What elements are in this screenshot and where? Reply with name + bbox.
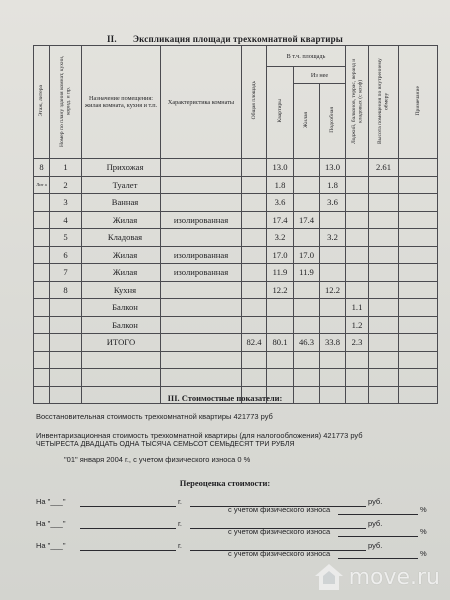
cell-char — [161, 194, 242, 212]
cell-loggia: 1.2 — [346, 316, 369, 334]
cell-note — [399, 299, 438, 317]
recalc-wear-label: с учетом физического износа — [228, 527, 331, 536]
cell-height — [369, 246, 399, 264]
cost-title: III. Стоимостные показатели: — [167, 393, 283, 403]
cell-name — [82, 369, 161, 387]
cell-living — [294, 194, 320, 212]
cell-height — [369, 211, 399, 229]
cell-aux: 3.6 — [320, 194, 346, 212]
cell-name: Кладовая — [82, 229, 161, 247]
cell-loggia: 1.1 — [346, 299, 369, 317]
cell-living — [294, 369, 320, 387]
recalc-wear-line — [338, 558, 418, 559]
cell-apt: 11.9 — [267, 264, 294, 282]
cell-note — [399, 264, 438, 282]
recalc-year-label: г. — [178, 497, 182, 506]
recalc-date-line — [80, 506, 176, 507]
table-row — [34, 334, 438, 352]
cell-name: Жилая — [82, 264, 161, 282]
inventory-cost: Инвентаризационная стоимость трехкомнатной квартиры (для налогообложения) 421773 руб — [36, 431, 363, 440]
cell-height — [369, 281, 399, 299]
header-purpose: Назначение помещения: жилая комната, кухня и т.п. — [82, 46, 161, 159]
cell-total — [242, 281, 267, 299]
cell-loggia — [346, 246, 369, 264]
cell-aux — [320, 264, 346, 282]
recalc-wear-label: с учетом физического износа — [228, 549, 331, 558]
cell-name: ИТОГО — [82, 334, 161, 352]
cell-name: Кухня — [82, 281, 161, 299]
cell-floor — [34, 194, 50, 212]
cell-char — [161, 351, 242, 369]
cell-aux — [320, 299, 346, 317]
cell-num — [50, 316, 82, 334]
recalc-year-label: г. — [178, 519, 182, 528]
house-icon — [313, 562, 345, 592]
cell-aux — [320, 351, 346, 369]
cell-aux: 12.2 — [320, 281, 346, 299]
cell-floor: Лит а — [34, 176, 50, 194]
table-row — [34, 246, 438, 264]
cell-loggia — [346, 211, 369, 229]
cell-height — [369, 369, 399, 387]
cell-total: 82.4 — [242, 334, 267, 352]
cell-note — [399, 176, 438, 194]
cell-note — [399, 194, 438, 212]
cell-height — [369, 299, 399, 317]
cell-num: 5 — [50, 229, 82, 247]
cell-name: Жилая — [82, 246, 161, 264]
header-living: Жилая — [294, 84, 320, 159]
cell-loggia — [346, 369, 369, 387]
cell-note — [399, 281, 438, 299]
cell-name: Туалет — [82, 176, 161, 194]
header-loggias: Лоджий, балконов, террас, веранд и кладовых (с коэф) — [346, 46, 369, 159]
cell-name: Балкон — [82, 316, 161, 334]
cell-note — [399, 246, 438, 264]
cell-floor — [34, 229, 50, 247]
cell-note — [399, 159, 438, 177]
table-row — [34, 369, 438, 387]
cell-apt: 17.4 — [267, 211, 294, 229]
cell-floor — [34, 334, 50, 352]
cell-floor — [34, 299, 50, 317]
cell-living — [294, 176, 320, 194]
recalc-pct-label: % — [420, 527, 427, 536]
cell-char — [161, 316, 242, 334]
explication-table — [33, 45, 438, 404]
recalc-wear-line — [338, 514, 418, 515]
cell-height — [369, 194, 399, 212]
cell-height — [369, 334, 399, 352]
cell-char: изолированная — [161, 246, 242, 264]
cell-loggia: 2.3 — [346, 334, 369, 352]
cell-num: 3 — [50, 194, 82, 212]
cell-floor: 8 — [34, 159, 50, 177]
cell-char — [161, 281, 242, 299]
recalc-date-line — [80, 550, 176, 551]
cell-apt — [267, 369, 294, 387]
cell-living: 11.9 — [294, 264, 320, 282]
table-row — [34, 351, 438, 369]
recalc-pct-label: % — [420, 549, 427, 558]
cell-living — [294, 281, 320, 299]
cell-loggia — [346, 176, 369, 194]
cell-num — [50, 351, 82, 369]
header-height: Высота помещения по внутреннему обмеру — [369, 46, 399, 159]
cell-char — [161, 229, 242, 247]
cell-loggia — [346, 351, 369, 369]
cell-num — [50, 299, 82, 317]
cell-total — [242, 194, 267, 212]
cell-note — [399, 351, 438, 369]
cell-floor — [34, 351, 50, 369]
cell-loggia — [346, 159, 369, 177]
cell-floor — [34, 316, 50, 334]
inventory-cost-words: ЧЕТЫРЕСТА ДВАДЦАТЬ ОДНА ТЫСЯЧА СЕМЬСОТ СЕМЬДЕСЯТ ТРИ РУБЛЯ — [36, 441, 295, 448]
cell-num: 8 — [50, 281, 82, 299]
cell-total — [242, 299, 267, 317]
cell-total — [242, 229, 267, 247]
table-row — [34, 159, 438, 177]
cell-height — [369, 176, 399, 194]
cell-apt: 3.6 — [267, 194, 294, 212]
header-floor: Этаж, литера — [34, 46, 50, 159]
recalc-title: Переоценка стоимости: — [179, 478, 271, 488]
cell-floor — [34, 246, 50, 264]
cell-apt: 12.2 — [267, 281, 294, 299]
cell-total — [242, 211, 267, 229]
watermark — [313, 562, 440, 592]
recalc-rub-label: руб. — [368, 497, 383, 506]
header-total-area: Общая площадь — [242, 46, 267, 159]
table-row — [34, 281, 438, 299]
cell-apt: 17.0 — [267, 246, 294, 264]
cell-aux: 1.8 — [320, 176, 346, 194]
cell-loggia — [346, 194, 369, 212]
cell-aux: 13.0 — [320, 159, 346, 177]
table-row — [34, 211, 438, 229]
cell-floor — [34, 211, 50, 229]
cell-living: 46.3 — [294, 334, 320, 352]
cell-height — [369, 351, 399, 369]
recalc-rub-label: руб. — [368, 519, 383, 528]
cell-note — [399, 229, 438, 247]
section-title: Экспликация площади трехкомнатной квартиры — [132, 34, 344, 44]
header-plan-no: Номер по плану здания комнат, кухни, корид. и пр. — [50, 46, 82, 159]
cell-name: Жилая — [82, 211, 161, 229]
cell-char — [161, 176, 242, 194]
cell-apt: 80.1 — [267, 334, 294, 352]
cell-living: 17.4 — [294, 211, 320, 229]
cell-height: 2.61 — [369, 159, 399, 177]
cell-num — [50, 369, 82, 387]
recalc-date-line — [80, 528, 176, 529]
cell-loggia — [346, 281, 369, 299]
cell-living: 17.0 — [294, 246, 320, 264]
cell-char: изолированная — [161, 211, 242, 229]
cell-height — [369, 316, 399, 334]
cell-aux — [320, 246, 346, 264]
restoration-cost: Восстановительная стоимость трехкомнатной квартиры 421773 руб — [36, 412, 273, 421]
table-row — [34, 229, 438, 247]
recalc-pct-label: % — [420, 505, 427, 514]
cell-name: Ванная — [82, 194, 161, 212]
cell-total — [242, 351, 267, 369]
cell-living — [294, 159, 320, 177]
table-row — [34, 176, 438, 194]
recalc-on-label: На "___" — [36, 497, 66, 506]
cell-total — [242, 159, 267, 177]
table-row — [34, 316, 438, 334]
header-incl-area: В т.ч. площадь — [267, 46, 346, 67]
cell-note — [399, 334, 438, 352]
header-character: Характеристика комнаты — [161, 46, 242, 159]
cell-living — [294, 229, 320, 247]
cell-height — [369, 264, 399, 282]
header-apartment: Квартиры — [267, 67, 294, 159]
cell-num: 4 — [50, 211, 82, 229]
cell-aux: 33.8 — [320, 334, 346, 352]
header-of-them: Из нее — [294, 67, 346, 84]
cell-height — [369, 229, 399, 247]
cell-num: 7 — [50, 264, 82, 282]
cell-total — [242, 264, 267, 282]
cell-apt: 3.2 — [267, 229, 294, 247]
cell-num — [50, 334, 82, 352]
recalc-wear-line — [338, 536, 418, 537]
recalc-year-label: г. — [178, 541, 182, 550]
cell-living — [294, 351, 320, 369]
cell-total — [242, 246, 267, 264]
cell-apt — [267, 299, 294, 317]
cell-floor — [34, 264, 50, 282]
header-auxiliary: Подсобная — [320, 84, 346, 159]
cell-apt: 13.0 — [267, 159, 294, 177]
cell-apt: 1.8 — [267, 176, 294, 194]
cell-char — [161, 369, 242, 387]
cell-num: 6 — [50, 246, 82, 264]
explication-heading — [0, 34, 450, 44]
cell-name: Прихожая — [82, 159, 161, 177]
watermark-text: move.ru — [348, 564, 440, 590]
cell-apt — [267, 316, 294, 334]
cell-aux: 3.2 — [320, 229, 346, 247]
cell-floor — [34, 369, 50, 387]
cell-num: 2 — [50, 176, 82, 194]
header-note: Примечание — [399, 46, 438, 159]
cell-loggia — [346, 229, 369, 247]
cell-note — [399, 369, 438, 387]
cell-char — [161, 299, 242, 317]
cell-num: 1 — [50, 159, 82, 177]
cell-aux — [320, 369, 346, 387]
cell-char — [161, 159, 242, 177]
cell-total — [242, 176, 267, 194]
recalc-rub-label: руб. — [368, 541, 383, 550]
cell-note — [399, 211, 438, 229]
section-number: II. — [106, 34, 117, 44]
cell-char: изолированная — [161, 264, 242, 282]
cell-aux — [320, 316, 346, 334]
recalc-on-label: На "___" — [36, 519, 66, 528]
cell-total — [242, 369, 267, 387]
cell-total — [242, 316, 267, 334]
cell-char — [161, 334, 242, 352]
cell-name: Балкон — [82, 299, 161, 317]
cell-floor — [34, 281, 50, 299]
table-row — [34, 299, 438, 317]
cell-apt — [267, 351, 294, 369]
table-row — [34, 194, 438, 212]
cell-loggia — [346, 264, 369, 282]
table-row — [34, 264, 438, 282]
recalc-on-label: На "___" — [36, 541, 66, 550]
cost-date-line: "01" января 2004 г., с учетом физического износа 0 % — [64, 455, 251, 464]
cell-living — [294, 299, 320, 317]
cell-aux — [320, 211, 346, 229]
cell-living — [294, 316, 320, 334]
cell-name — [82, 351, 161, 369]
recalc-wear-label: с учетом физического износа — [228, 505, 331, 514]
cell-note — [399, 316, 438, 334]
